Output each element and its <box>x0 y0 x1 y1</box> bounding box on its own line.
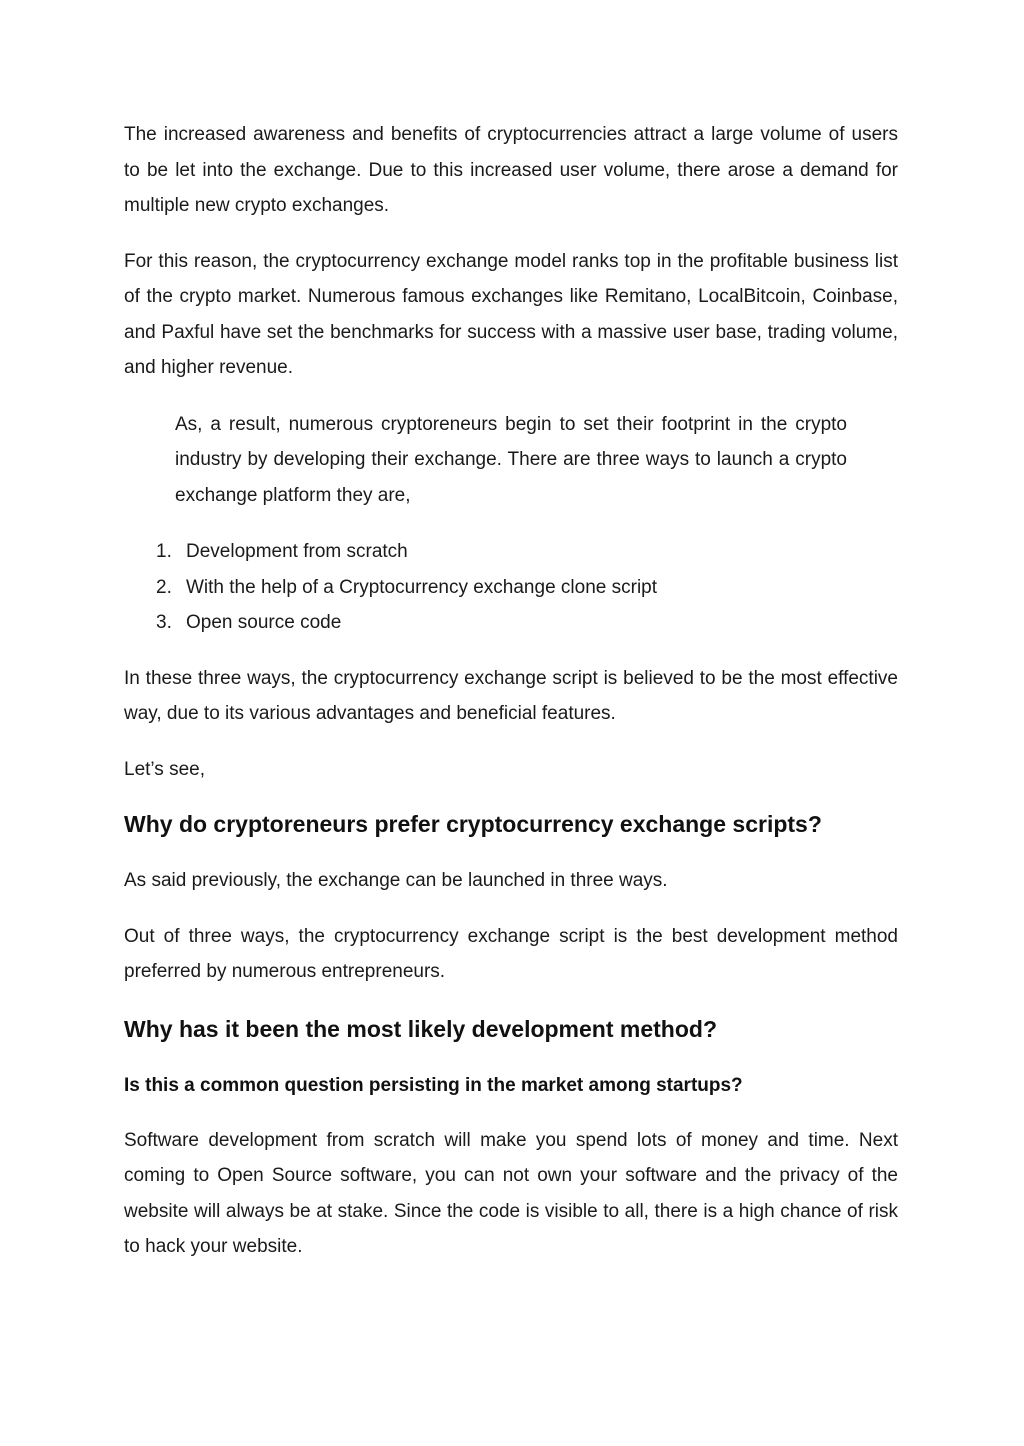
list-item <box>124 605 898 641</box>
paragraph-lets-see: Let’s see, <box>124 758 205 780</box>
paragraph-awareness: The increased awareness and benefits of cryptocurrencies attract a large volume of users to be let into the exchange. Due to this increased user volume, there arose a demand for multiple new crypto exchanges. <box>124 124 898 216</box>
subheading-common-question: Is this a common question persisting in the market among startups? <box>124 1074 743 1096</box>
list-item-text: Open source code <box>186 612 342 633</box>
heading-why-prefer-scripts: Why do cryptoreneurs prefer cryptocurrency exchange scripts? <box>124 811 822 837</box>
paragraph-cryptoreneurs: As, a result, numerous cryptoreneurs begin to set their footprint in the crypto industry by developing their exchange. There are three ways to launch a crypto exchange platform they are, <box>175 413 847 506</box>
list-item <box>124 570 898 606</box>
paragraph-three-ways: In these three ways, the cryptocurrency exchange script is believed to be the most effective way, due to its various advantages and beneficial features. <box>124 667 898 724</box>
heading-most-likely-method: Why has it been the most likely development method? <box>124 1015 717 1042</box>
list-item-number: 1. <box>156 541 172 562</box>
document-page <box>124 117 898 1265</box>
list-item-number: 2. <box>156 576 172 598</box>
paragraph-exchange-model: For this reason, the cryptocurrency exchange model ranks top in the profitable business list of the crypto market. Numerous famous exchanges like Remitano, LocalBitcoin, Coinbase, and Paxful have set the benchmarks for success with a massive user base, trading volume, and higher revenue. <box>124 250 898 378</box>
ways-list <box>124 534 898 641</box>
list-item-number: 3. <box>156 612 172 633</box>
list-item-text: With the help of a Cryptocurrency exchange clone script <box>186 576 658 598</box>
list-item <box>124 534 898 570</box>
paragraph-software-development: Software development from scratch will make you spend lots of money and time. Next coming to Open Source software, you can not own your software and the privacy of the website will always be at stake. Since the code is visible to all, there is a high chance of risk to hack your website. <box>124 1129 898 1257</box>
list-item-text: Development from scratch <box>186 541 408 562</box>
paragraph-said-previously: As said previously, the exchange can be launched in three ways. <box>124 870 668 891</box>
paragraph-out-of-three: Out of three ways, the cryptocurrency exchange script is the best development method preferred by numerous entrepreneurs. <box>124 925 898 982</box>
